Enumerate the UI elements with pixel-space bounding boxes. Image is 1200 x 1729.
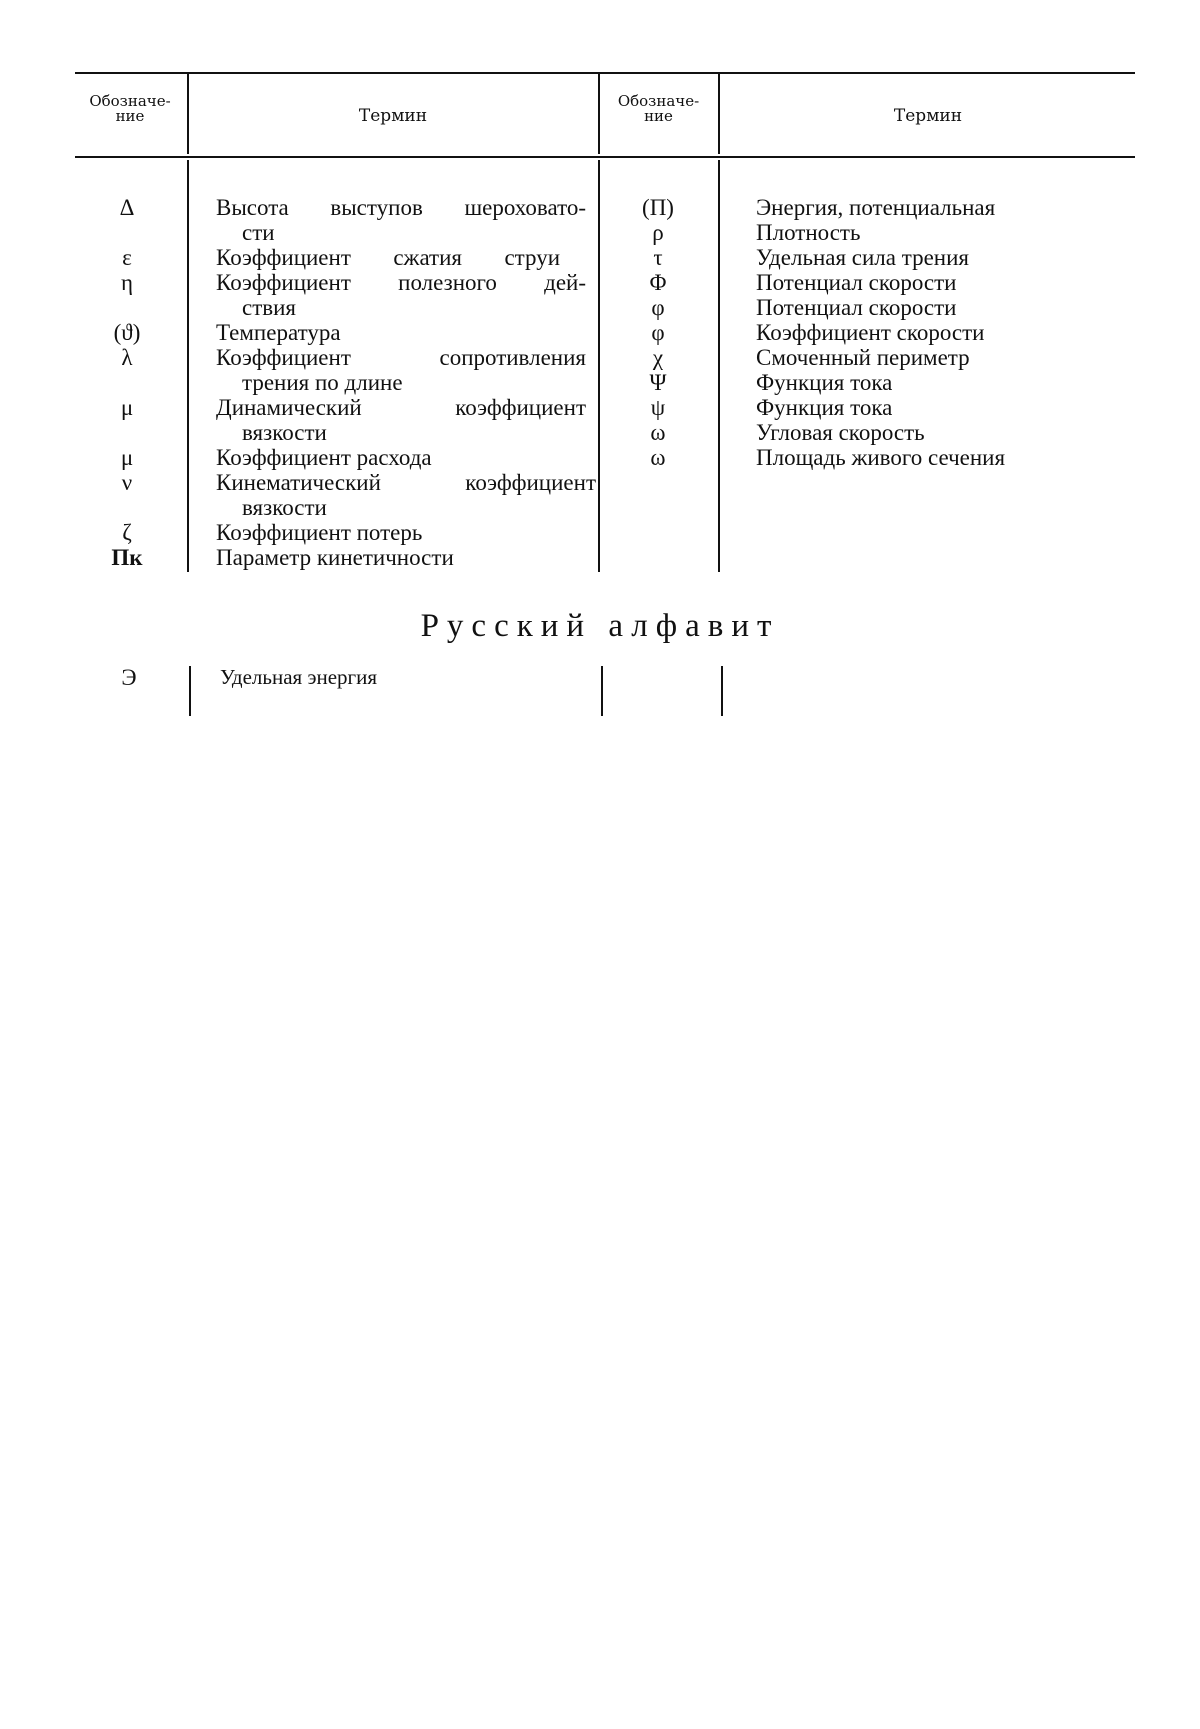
symbol-cell: (ϑ) [113,320,141,345]
symbol-cell: ω [650,420,666,445]
term-line: Плотность [756,220,861,245]
header-symbol-2-text: Обозначе- ние [617,92,700,125]
symbol-cell: ν [121,470,133,495]
column-divider [598,160,600,572]
term-line: Высота выступов шероховато- [216,195,586,220]
symbol-cell: μ [120,395,134,420]
symbol-cell: ψ [650,395,666,420]
symbol-cell: χ [652,345,664,370]
term-line: Функция тока [756,370,893,395]
column-divider [189,666,191,716]
term-line: Потенциал скорости [756,270,957,295]
term-line: Удельная сила трения [756,245,969,270]
term-line: вязкости [242,420,327,445]
term-line: Угловая скорость [756,420,925,445]
term-line: трения по длине [242,370,403,395]
header-symbol-2 [601,94,716,124]
header-term-2-text: Термин [893,106,963,126]
term-line: Функция тока [756,395,893,420]
term-line: Смоченный периметр [756,345,970,370]
column-divider [601,666,603,716]
term-line: Коэффициент потерь [216,520,423,545]
column-divider [718,160,720,572]
header-symbol [75,94,185,124]
symbol-cell: λ [121,345,133,370]
symbol-cell: Δ [119,195,135,220]
term-line: ствия [242,295,297,320]
header-term [190,104,596,129]
symbol-cell: η [120,270,134,295]
term-line: вязкости [242,495,327,520]
symbol-cell: Φ [649,270,667,295]
symbol-cell: Ψ [649,370,667,395]
term-line: Коэффициент скорости [756,320,985,345]
symbol-cell: ρ [652,220,664,245]
term-line: Коэффициент сжатия струи [216,245,560,270]
column-divider [187,74,189,154]
term-line: Коэффициент расхода [216,445,432,470]
column-divider [598,74,600,154]
term-line: сти [242,220,275,245]
symbol-cell: (П) [642,195,674,220]
term-line: Энергия, потенциальная [756,195,996,220]
symbol-cell: φ [651,320,665,345]
header-symbol-text: Обозначе- ние [89,92,171,125]
symbol-cell: ε [122,245,132,270]
column-divider [187,160,189,572]
symbol-cell: φ [651,295,665,320]
header-term-text: Термин [358,106,428,126]
term-line: Коэффициент сопротивления [216,345,586,370]
symbol-cell: Пк [111,545,143,570]
term-line: Температура [216,320,341,345]
table-top-rule [75,72,1135,74]
term-line: Динамический коэффициент [216,395,586,420]
term-line: Параметр кинетичности [216,545,454,570]
column-divider [721,666,723,716]
term-line: Кинематический коэффициент [216,470,596,495]
term-line: Удельная энергия [220,665,378,689]
symbol-cell: τ [653,245,663,270]
column-divider [718,74,720,154]
header-term-2 [721,104,1135,129]
symbol-cell: ω [650,445,666,470]
term-line: Коэффициент полезного дей- [216,270,586,295]
symbol-cell: ζ [122,520,132,545]
symbol-cell: μ [120,445,134,470]
header-bottom-rule [75,156,1135,158]
symbol-cell: Э [121,665,137,690]
section-title: Русский алфавит [420,608,780,644]
term-line: Площадь живого сечения [756,445,1006,470]
term-line: Потенциал скорости [756,295,957,320]
